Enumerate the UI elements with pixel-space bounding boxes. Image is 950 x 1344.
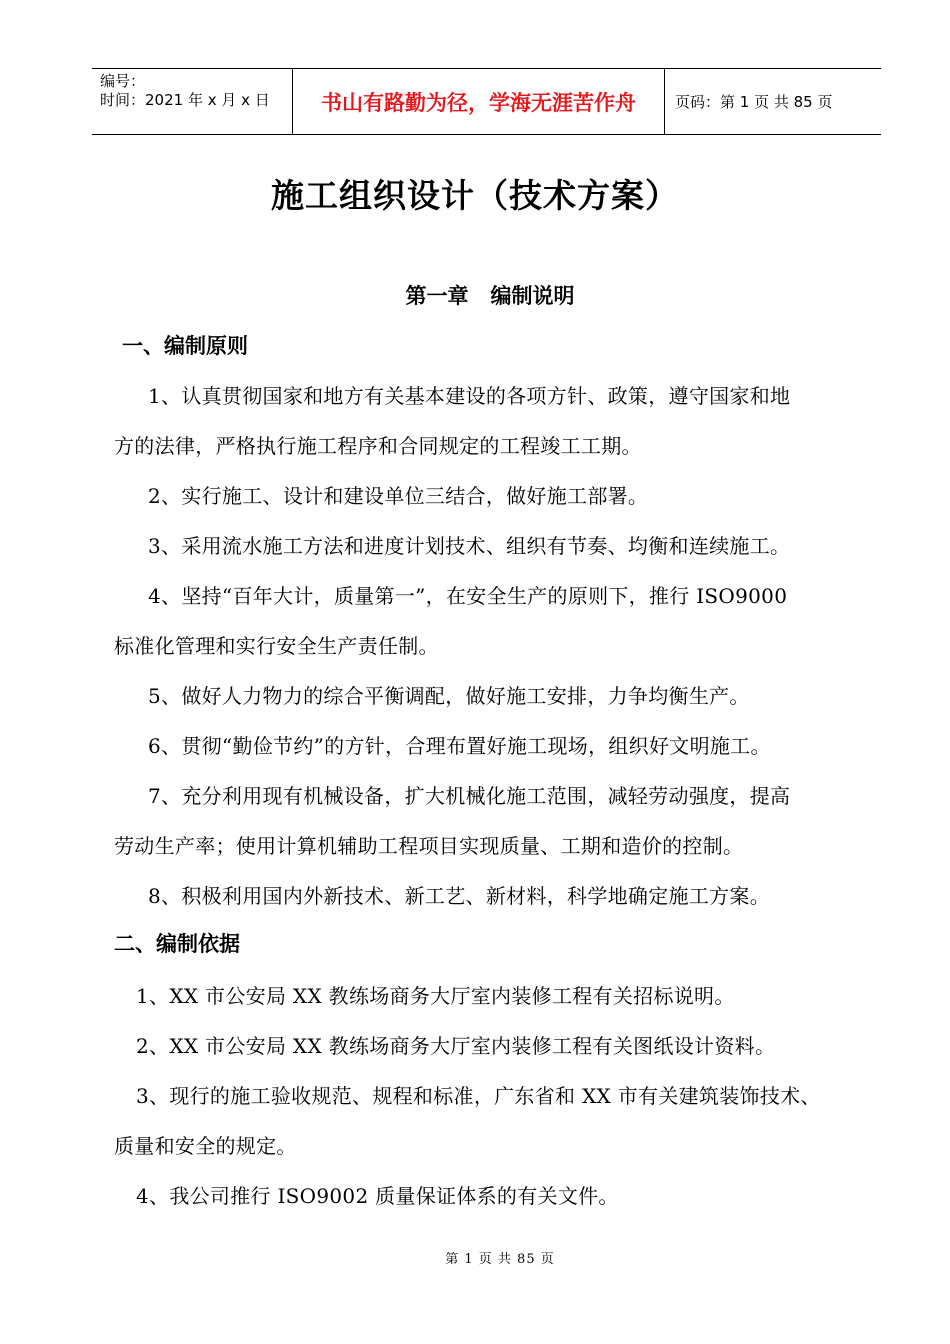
- header-time-label: 时间：2021 年 x 月 x 日: [100, 91, 270, 109]
- section-heading-principles: 一、编制原则: [122, 334, 248, 358]
- principle-line: 3、采用流水施工方法和进度计划技术、组织有节奏、均衡和连续施工。: [148, 534, 791, 558]
- page-header: [92, 68, 881, 135]
- principle-line: 2、实行施工、设计和建设单位三结合，做好施工部署。: [148, 484, 649, 508]
- principle-line: 7、充分利用现有机械设备，扩大机械化施工范围，减轻劳动强度，提高: [148, 784, 791, 808]
- header-meta-cell: [92, 69, 293, 134]
- principle-line: 标准化管理和实行安全生产责任制。: [114, 634, 439, 658]
- section-heading-basis: 二、编制依据: [114, 932, 240, 956]
- basis-line: 4、我公司推行 ISO9002 质量保证体系的有关文件。: [136, 1184, 619, 1208]
- principle-line: 4、坚持“百年大计，质量第一”，在安全生产的原则下，推行 ISO9000: [148, 584, 788, 608]
- basis-line: 3、现行的施工验收规范、规程和标准，广东省和 XX 市有关建筑装饰技术、: [136, 1084, 821, 1108]
- principle-line: 劳动生产率；使用计算机辅助工程项目实现质量、工期和造价的控制。: [114, 834, 744, 858]
- chapter-title: 第一章 编制说明: [405, 284, 575, 308]
- principle-line: 5、做好人力物力的综合平衡调配，做好施工安排，力争均衡生产。: [148, 684, 750, 708]
- header-number-label: 编号：: [100, 72, 146, 90]
- header-motto: 书山有路勤为径，学海无涯苦作舟: [293, 69, 665, 134]
- principle-line: 方的法律，严格执行施工程序和合同规定的工程竣工工期。: [114, 434, 642, 458]
- principle-line: 8、积极利用国内外新技术、新工艺、新材料，科学地确定施工方案。: [148, 884, 771, 908]
- header-page-label: 页码：第 1 页 共 85 页: [675, 93, 833, 111]
- document-title: 施工组织设计（技术方案）: [271, 176, 679, 215]
- page-footer: 第 1 页 共 85 页: [445, 1252, 555, 1267]
- principle-line: 1、认真贯彻国家和地方有关基本建设的各项方针、政策，遵守国家和地: [148, 384, 791, 408]
- principle-line: 6、贯彻“勤俭节约”的方针，合理布置好施工现场，组织好文明施工。: [148, 734, 771, 758]
- basis-line: 质量和安全的规定。: [114, 1134, 297, 1158]
- basis-line: 1、XX 市公安局 XX 教练场商务大厅室内装修工程有关招标说明。: [136, 984, 735, 1008]
- basis-line: 2、XX 市公安局 XX 教练场商务大厅室内装修工程有关图纸设计资料。: [136, 1034, 776, 1058]
